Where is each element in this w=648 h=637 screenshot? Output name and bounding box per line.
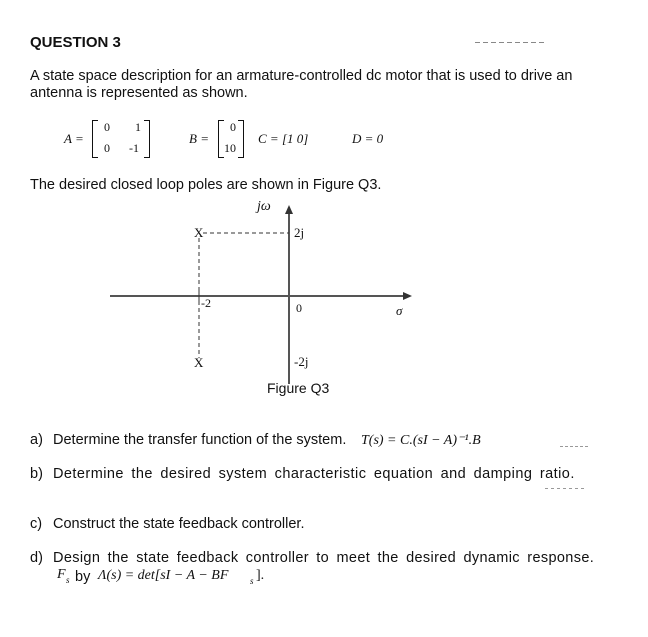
- matrix-a-label: A =: [64, 131, 84, 146]
- matrix-c: C = [1 0]: [258, 131, 309, 146]
- pole-upper-marker: X: [194, 225, 204, 240]
- decorative-dash: [475, 42, 545, 43]
- matrix-b-right-bracket: [238, 120, 244, 158]
- origin-label: 0: [296, 301, 302, 315]
- matrix-a-11: 0: [104, 120, 110, 134]
- real-axis-arrow: [403, 292, 412, 300]
- real-minus-2-label: -2: [201, 296, 211, 310]
- matrix-b-1: 0: [230, 120, 236, 134]
- decorative-dash-b: [545, 488, 585, 489]
- y-axis-label: jω: [257, 199, 271, 214]
- x-axis-label: σ: [396, 303, 403, 318]
- decorative-dash-a: [560, 446, 588, 447]
- question-a-letter: a): [30, 432, 43, 448]
- question-d-formula-close: ].: [256, 568, 265, 583]
- question-a-text: Determine the transfer function of the system.: [53, 432, 347, 448]
- question-c-letter: c): [30, 516, 43, 532]
- question-d-formula-rest: Λ(s) = det[sI − A − BF: [98, 568, 229, 583]
- question-a-formula: T(s) = C.(sI − A)⁻¹.B: [361, 433, 481, 448]
- question-d-letter: d): [30, 550, 43, 566]
- figure-caption: Figure Q3: [267, 380, 330, 396]
- question-b-letter: b): [30, 466, 43, 482]
- question-d-formula-sub2: s: [250, 576, 254, 586]
- matrix-a-right-bracket: [144, 120, 150, 158]
- matrix-b-2: 10: [224, 141, 236, 155]
- matrix-b-label: B =: [189, 131, 209, 146]
- question-d-by: by: [75, 569, 91, 585]
- matrix-a-left-bracket: [92, 120, 98, 158]
- question-b-text: Determine the desired system characteristic equation and damping ratio.: [53, 466, 575, 482]
- matrix-a-12: 1: [135, 120, 141, 134]
- intro-paragraph: A state space description for an armature-controlled dc motor that is used to drive an antenna is represented as shown.: [30, 68, 573, 101]
- matrix-a-21: 0: [104, 141, 110, 155]
- top-imag-label: 2j: [294, 225, 305, 240]
- imaginary-axis-arrow: [285, 205, 293, 214]
- question-d-formula-sub: s: [66, 575, 70, 585]
- bottom-imag-label: -2j: [294, 354, 309, 369]
- pole-lower-marker: X: [194, 355, 204, 370]
- matrix-a-22: -1: [129, 141, 139, 155]
- matrix-d: D = 0: [352, 131, 384, 146]
- question-c-text: Construct the state feedback controller.: [53, 516, 305, 532]
- question-d-formula-prefix: F: [57, 567, 66, 582]
- question-title: QUESTION 3: [30, 34, 121, 51]
- question-d-text: Design the state feedback controller to meet the desired dynamic response.: [53, 550, 595, 566]
- poles-paragraph: The desired closed loop poles are shown in Figure Q3.: [30, 177, 382, 193]
